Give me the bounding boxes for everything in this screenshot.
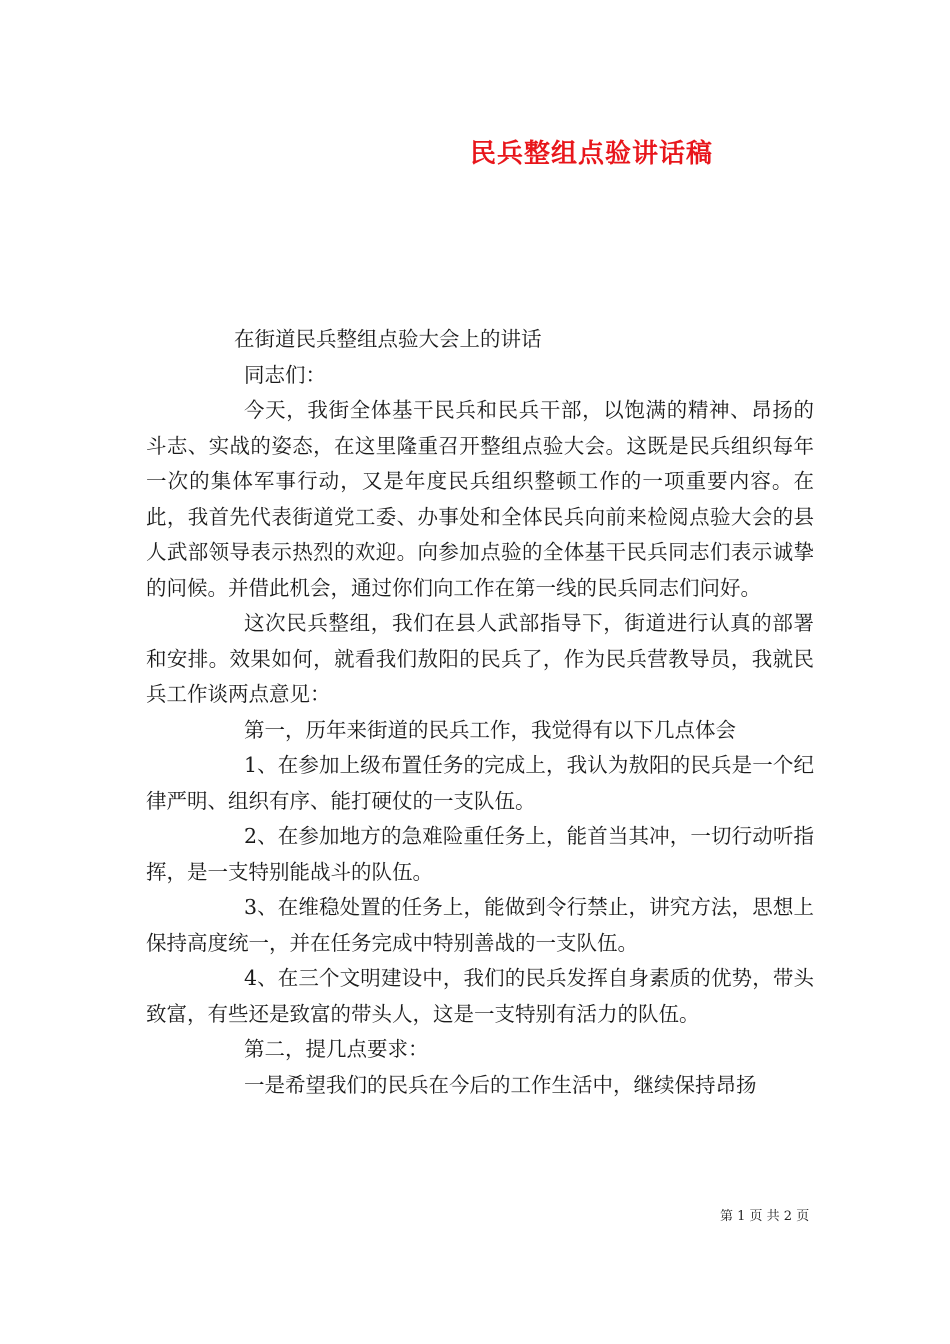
speech-subtitle: 在街道民兵整组点验大会上的讲话 <box>234 327 542 351</box>
paragraph-first-point: 第一，历年来街道的民兵工作，我觉得有以下几点体会 <box>244 717 736 742</box>
list-item: 2、在参加地方的急难险重任务上，能首当其冲，一切行动听指挥，是一支特别能战斗的队伍。 <box>146 824 814 884</box>
paragraph-opening: 今天，我街全体基干民兵和民兵干部，以饱满的精神、昂扬的斗志、实战的姿态，在这里隆重召开整组点验大会。这既是民兵组织每年一次的集体军事行动，又是年度民兵组织整顿工作的一项重要内容。在此，我首先代表街道党工委、办事处和全体民兵向前来检阅点验大会的县人武部领导表示热烈的欢迎。向参加点验的全体基干民兵同志们表示诚挚的问候。并借此机会，通过你们向工作在第一线的民兵同志们问好。 <box>146 398 814 600</box>
list-item: 4、在三个文明建设中，我们的民兵发挥自身素质的优势，带头致富，有些还是致富的带头人，这是一支特别有活力的队伍。 <box>146 966 814 1026</box>
paragraph-intro: 这次民兵整组，我们在县人武部指导下，街道进行认真的部署和安排。效果如何，就看我们敖阳的民兵了，作为民兵营教导员，我就民兵工作谈两点意见： <box>146 611 814 706</box>
document-body <box>146 322 814 1103</box>
salutation: 同志们： <box>244 362 326 387</box>
paragraph-requirement-one: 一是希望我们的民兵在今后的工作生活中，继续保持昂扬 <box>244 1072 757 1097</box>
list-item: 3、在维稳处置的任务上，能做到令行禁止，讲究方法，思想上保持高度统一，并在任务完成中特别善战的一支队伍。 <box>146 895 814 955</box>
page-number: 第 1 页 共 2 页 <box>720 1209 810 1224</box>
list-item: 1、在参加上级布置任务的完成上，我认为敖阳的民兵是一个纪律严明、组织有序、能打硬仗的一支队伍。 <box>146 753 814 813</box>
document-title: 民兵整组点验讲话稿 <box>470 139 714 169</box>
paragraph-second-point: 第二，提几点要求： <box>244 1037 429 1061</box>
